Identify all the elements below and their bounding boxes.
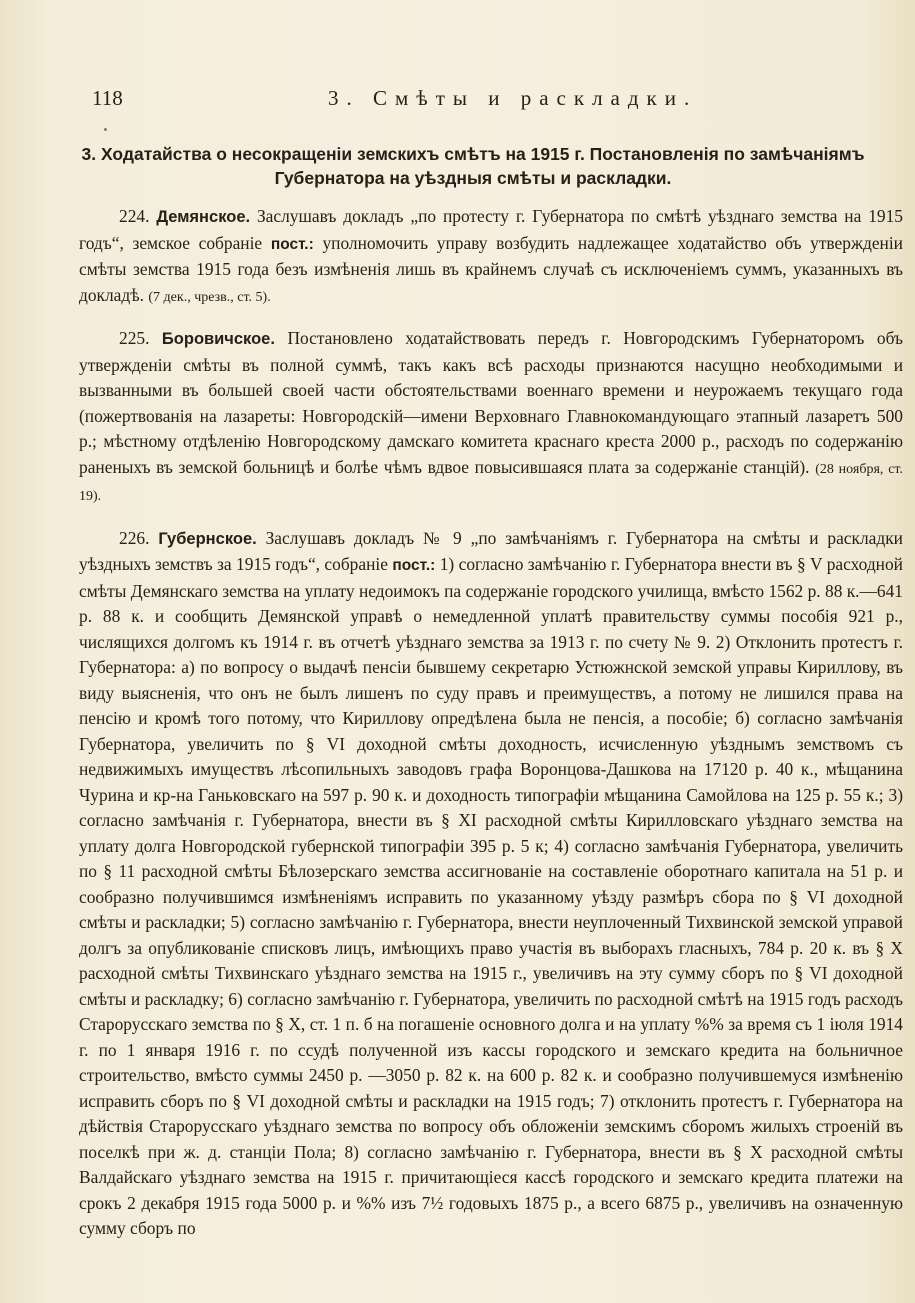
zemstvo-name: Демянское. [156, 208, 251, 226]
session-reference: (7 дек., чрезв., ст. 5). [148, 289, 271, 305]
entry-paragraph [79, 526, 903, 1242]
entry-number: 226. [119, 527, 150, 548]
entry-text: Заслушавъ докладъ № 9 „по замѣчаніямъ г. Губернатора на смѣты и раскладки уѣздныхъ земствъ за 1915 годъ“, собраніе [79, 527, 903, 574]
page-number: 118 [92, 86, 123, 110]
entry-number: 224. [119, 206, 150, 226]
resolution-marker: пост.: [270, 235, 314, 253]
session-reference: (28 ноября, ст. 19). [79, 461, 903, 504]
section-title: 3. Ходатайства о несокращеніи земскихъ смѣтъ на 1915 г. Постановленія по замѣчаніямъ Губернатора на уѣздныя смѣты и раскладки. [81, 144, 865, 188]
page-header [92, 86, 855, 116]
entry-number: 225. [119, 328, 150, 348]
ink-speck [104, 128, 107, 131]
zemstvo-name: Губернское. [158, 529, 257, 548]
entry-paragraph [79, 326, 903, 510]
entry-paragraph [79, 204, 903, 310]
resolution-marker: пост.: [392, 557, 436, 574]
zemstvo-name: Боровичское. [161, 330, 275, 348]
entry-text: 1) согласно замѣчанію г. Губернатора внести въ § V расходной смѣты Демянскаго земства на уплату недоимокъ па содержаніе городского училища, вмѣсто 1562 р. 88 к.—641 р. 88 к. и сообщить Демянской управѣ о немедленной уплатѣ правительству суммы пособія 921 р., числящихся долгомъ къ 1914 г. въ отчетѣ уѣзднаго земства за 1913 г. по счету № 9. 2) Отклонить протестъ г. Губернатора: а) по вопросу о выдачѣ пенсіи бывшему секретарю Устюжнской земской управы Кириллову, въ виду выясненія, что онъ не былъ лишенъ по суду правъ и преимуществъ, а потому не лишился права на пенсію и кромѣ того потому, что Кириллову опредѣлена была не пенсія, а пособіе; б) согласно замѣчанія Губернатора, увеличить по § VI доходной смѣты доходность, исчисленную уѣзднымъ земствомъ съ недвижимыхъ имуществъ лѣсопильныхъ заводовъ графа Воронцова-Дашкова на 17120 р. 40 к., мѣщанина Чурина и кр-на Ганьковскаго на 597 р. 90 к. и доходность типографіи мѣщанина Самойлова на 125 р. 55 к.; 3) согласно замѣчанія г. Губернатора, внести въ § XI расходной смѣты Кирилловскаго уѣзднаго земства на уплату долга Новгородской губернской типографіи 395 р. 5 к; 4) согласно замѣчанія Губернатора, увеличить по § 11 расходной смѣты Бѣлозерскаго земства ассигнованіе на составленіе оборотнаго капитала на 51 р. и сообразно получившимся измѣненіямъ исправить по указанному уѣзду размѣръ сбора по § VI доходной смѣты и раскладки; 5) согласно замѣчанію г. Губернатора, внести неуплоченный Тихвинской земской управой долгъ за опубликованіе списковъ лицъ, имѣющихъ право участія въ выборахъ гласныхъ, 784 р. 20 к. въ § X расходной смѣты Тихвинскаго уѣзднаго земства на 1915 г., увеличивъ на эту сумму сборъ по § VI доходной смѣты и раскладку; 6) согласно замѣчанію г. Губернатора, увеличить по расходной смѣтѣ на 1915 годъ расходъ Старорусскаго земства по § X, ст. 1 п. б на погашеніе основного долга и на уплату %% за время съ 1 іюля 1914 г. по 1 января 1916 г. по ссудѣ полученной изъ кассы городского и земскаго кредита на больничное строительство, вмѣсто суммы 2450 р. —3050 р. 82 к. на 600 р. 82 к. и сообразно получившемуся измѣненію исправить сборъ по § VI доходной смѣты и раскладки на 1915 годъ; 7) отклонить протестъ г. Губернатора на дѣйствія Старорусскаго уѣзднаго земства по вопросу объ обложеніи земскимъ сборомъ жилыхъ строеній въ поселкѣ при ж. д. станціи Пола; 8) согласно замѣчанію г. Губернатора, внести въ § X расходной смѣты Валдайскаго уѣзднаго земства на 1915 г. причитающіеся кассѣ городского и земскаго кредита платежи на срокъ 2 декабря 1915 года 5000 р. и %% изъ 7½ годовыхъ 1875 р., а всего 6875 р., увеличивъ на означенную сумму сборъ по [79, 554, 904, 1238]
entry-text: Постановлено ходатайствовать передъ г. Новгородскимъ Губернаторомъ объ утвержденіи смѣты въ полной суммѣ, такъ какъ всѣ расходы признаются насущно необходимыми и вызванными въ большей своей части обстоятельствами военнаго времени и неурожаемъ текущаго года (пожертвованія на лазареты: Новгородскій—имени Верховнаго Главнокомандующаго этапный лазаретъ 500 р.; мѣстному отдѣленію Новгородскому дамскаго комитета краснаго креста 2000 р., расходъ по содержанію раненыхъ въ земской больницѣ и болѣе чѣмъ вдвое повысившаяся плата за содержаніе станцій). [79, 328, 903, 477]
document-body [79, 204, 903, 1258]
entry-text: уполномочить управу возбудить надлежащее ходатайство объ утвержденіи смѣты земства 1915 года безъ измѣненія лишь въ крайнемъ случаѣ съ исключеніемъ суммъ, указанныхъ въ докладѣ. [79, 232, 903, 305]
entry-text: Заслушавъ докладъ „по протесту г. Губернатора по смѣтѣ уѣзднаго земства на 1915 годъ“, земское собраніе [79, 206, 903, 253]
running-head: 3. Смѣты и раскладки. [328, 86, 698, 110]
